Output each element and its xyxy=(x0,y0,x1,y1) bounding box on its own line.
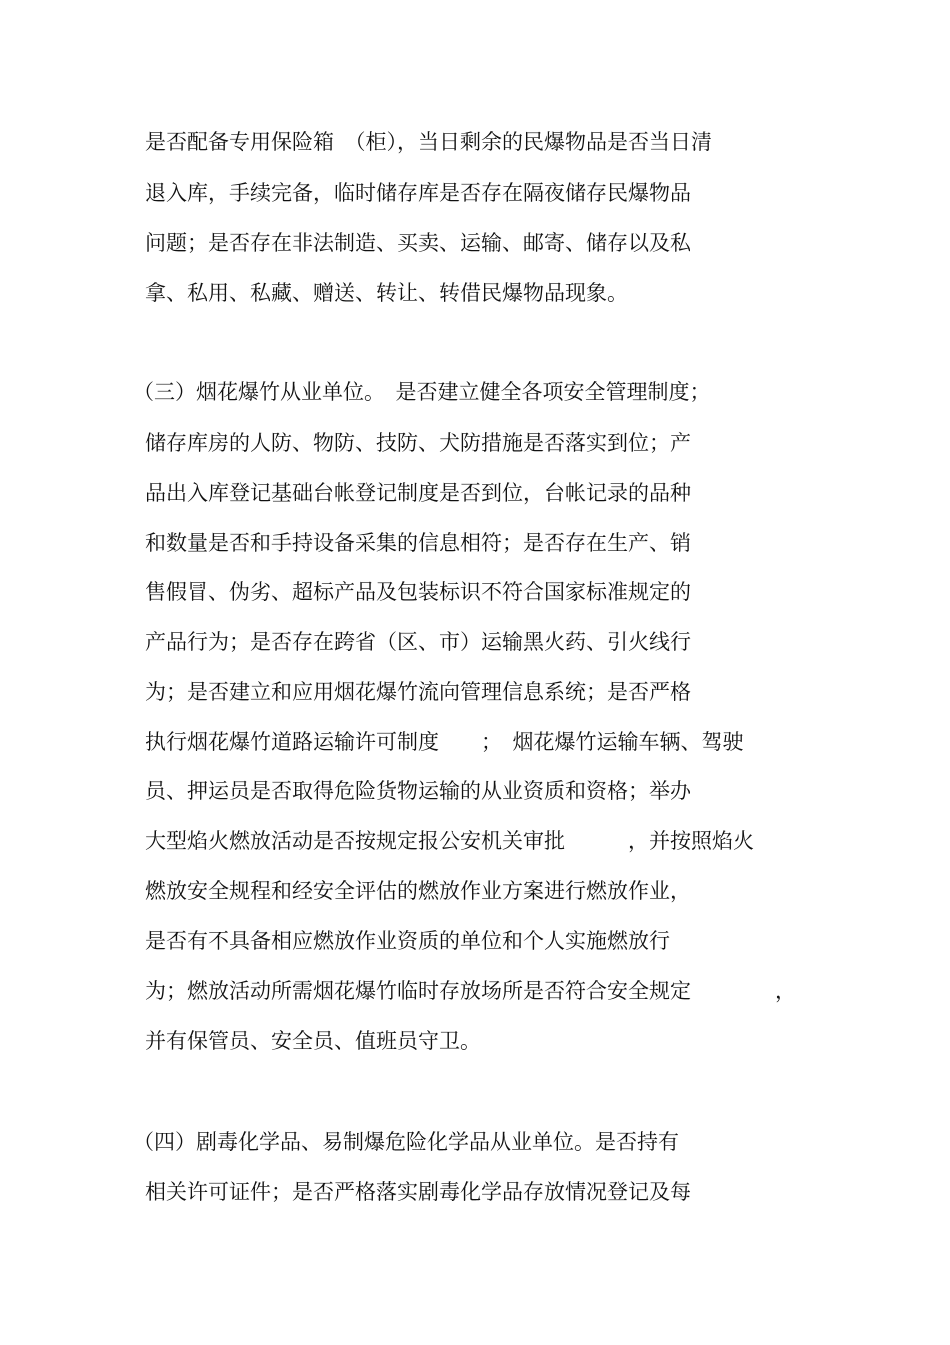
paragraph-1-line-1: 是否配备专用保险箱 （柜），当日剩余的民爆物品是否当日清 xyxy=(145,130,712,154)
paragraph-2-line-4: 和数量是否和手持设备采集的信息相符；是否存在生产、销 xyxy=(145,531,691,555)
paragraph-1-line-4: 拿、私用、私藏、赠送、转让、转借民爆物品现象。 xyxy=(145,281,628,305)
paragraph-2-line-6: 产品行为；是否存在跨省（区、市）运输黑火药、引火线行 xyxy=(145,630,691,654)
paragraph-2-line-13: 为；燃放活动所需烟花爆竹临时存放场所是否符合安全规定 ， xyxy=(145,979,796,1003)
paragraph-2-line-7: 为；是否建立和应用烟花爆竹流向管理信息系统；是否严格 xyxy=(145,680,691,704)
paragraph-3-line-1: （四）剧毒化学品、易制爆危险化学品从业单位。是否持有 xyxy=(133,1130,679,1154)
paragraph-2-line-10: 大型焰火燃放活动是否按规定报公安机关审批 ，并按照焰火 xyxy=(145,829,754,853)
paragraph-2-line-3: 品出入库登记基础台帐登记制度是否到位，台帐记录的品种 xyxy=(145,481,691,505)
paragraph-2-line-1: （三）烟花爆竹从业单位。 是否建立健全各项安全管理制度； xyxy=(133,380,711,404)
paragraph-2-line-8: 执行烟花爆竹道路运输许可制度 ； 烟花爆竹运输车辆、驾驶 xyxy=(145,730,744,754)
paragraph-2-line-14: 并有保管员、安全员、值班员守卫。 xyxy=(145,1029,481,1053)
paragraph-1-line-2: 退入库，手续完备，临时储存库是否存在隔夜储存民爆物品 xyxy=(145,181,691,205)
paragraph-2-line-2: 储存库房的人防、物防、技防、犬防措施是否落实到位；产 xyxy=(145,431,691,455)
paragraph-2-line-9: 员、押运员是否取得危险货物运输的从业资质和资格；举办 xyxy=(145,779,691,803)
paragraph-2-line-5: 售假冒、伪劣、超标产品及包装标识不符合国家标准规定的 xyxy=(145,580,691,604)
paragraph-2-line-12: 是否有不具备相应燃放作业资质的单位和个人实施燃放行 xyxy=(145,929,670,953)
paragraph-1-line-3: 问题；是否存在非法制造、买卖、运输、邮寄、储存以及私 xyxy=(145,231,691,255)
paragraph-2-line-11: 燃放安全规程和经安全评估的燃放作业方案进行燃放作业， xyxy=(145,879,691,903)
paragraph-3-line-2: 相关许可证件；是否严格落实剧毒化学品存放情况登记及每 xyxy=(145,1180,691,1204)
